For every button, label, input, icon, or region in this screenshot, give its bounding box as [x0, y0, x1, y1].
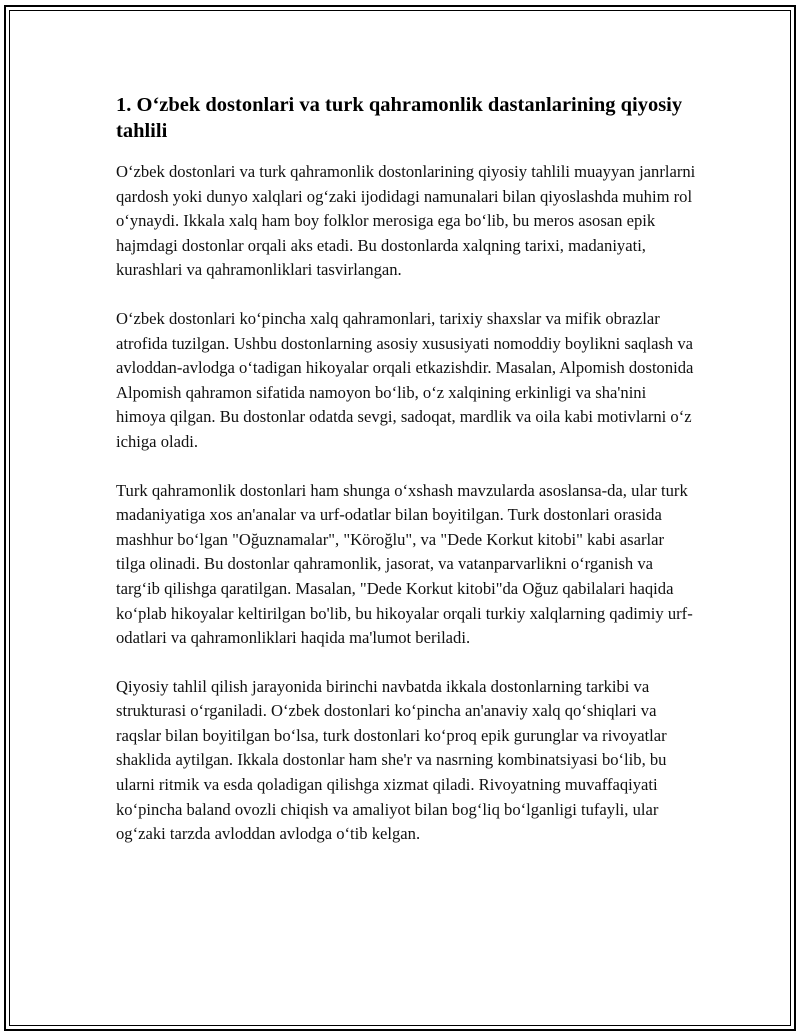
- section-heading: 1. O‘zbek dostonlari va turk qahramonlik dastanlarining qiyosiy tahlili: [116, 94, 683, 142]
- paragraph-2: O‘zbek dostonlari ko‘pincha xalq qahramonlari, tarixiy shaxslar va mifik obrazlar atrofida tuzilgan. Ushbu dostonlarning asosiy xususiyati nomoddiy boylikni saqlash va avloddan-avlodga o‘tadigan hikoyalar orqali etkazishdir. Masalan, Alpomish dostonida Alpomish qahramon sifatida namoyon bo‘lib, o‘z xalqining erkinligi va sha'nini himoya qilgan. Bu dostonlar odatda sevgi, sadoqat, mardlik va oila kabi motivlarni o‘z ichiga oladi.: [116, 308, 694, 451]
- paragraph-1: O‘zbek dostonlari va turk qahramonlik dostonlarining qiyosiy tahlili muayyan janrlarni qardosh yoki dunyo xalqlari og‘zaki ijodidagi namunalari bilan qiyoslashda muhim rol o‘ynaydi. Ikkala xalq ham boy folklor merosiga ega bo‘lib, bu meros asosan epik hajmdagi dostonlar orqali aks etadi. Bu dostonlarda xalqning tarixi, madaniyati, kurashlari va qahramonliklari tasvirlangan.: [116, 162, 696, 280]
- paragraph-4: Qiyosiy tahlil qilish jarayonida birinchi navbatda ikkala dostonlarning tarkibi va strukturasi o‘rganiladi. O‘zbek dostonlari ko‘pincha an'anaviy xalq qo‘shiqlari va raqslar bilan boyitilgan bo‘lsa, turk dostonlari ko‘proq epik gurunglar va rivoyatlar shaklida aytilgan. Ikkala dostonlar ham she'r va nasrning kombinatsiyasi bo‘lib, bu ularni ritmik va esda qoladigan qilishga xizmat qiladi. Rivoyatning muvaffaqiyati ko‘pincha baland ovozli chiqish va amaliyot bilan bog‘liq bo‘lganligi tufayli, ular og‘zaki tarzda avloddan avlodga o‘tib kelgan.: [116, 676, 667, 844]
- paragraph-3: Turk qahramonlik dostonlari ham shunga o‘xshash mavzularda asoslansa-da, ular turk madaniyatiga xos an'analar va urf-odatlar bilan boyitilgan. Turk dostonlari orasida mashhur bo‘lgan "Oğuznamalar", "Köroğlu", va "Dede Korkut kitobi" kabi asarlar tilga olinadi. Bu dostonlar qahramonlik, jasorat, va vatanparvarlikni o‘rganish va targ‘ib qilishga qaratilgan. Masalan, "Dede Korkut kitobi"da Oğuz qabilalari haqida ko‘plab hikoyalar keltirilgan bo'lib, bu hikoyalar orqali turkiy xalqlarning qadimiy urf-odatlari va qahramonliklari haqida ma'lumot beriladi.: [116, 480, 693, 648]
- document-body: [116, 92, 696, 871]
